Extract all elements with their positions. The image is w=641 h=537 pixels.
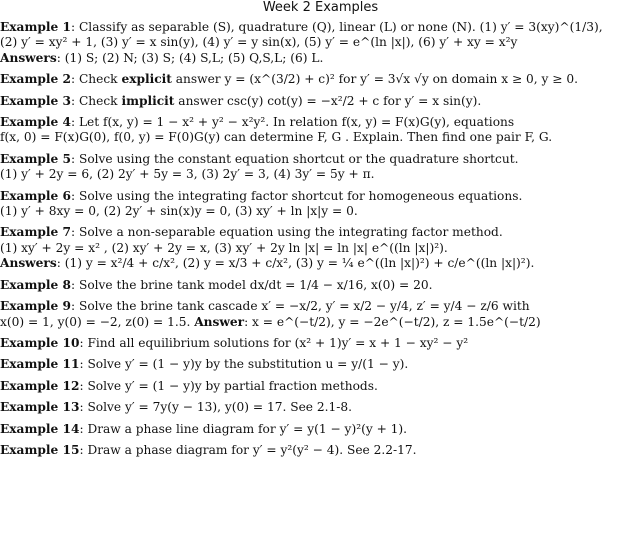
- example-2: [0, 72, 641, 87]
- example-14-line: [0, 422, 641, 437]
- example-1: [0, 20, 641, 66]
- example-2-line: [0, 72, 641, 87]
- example-15-line: [0, 443, 641, 458]
- example-1-line-1: [0, 20, 641, 35]
- example-11-text: : Solve y′ = (1 − y)y by the substitution u = y/(1 − y).: [79, 357, 409, 372]
- example-8-text: : Solve the brine tank model dx/dt = 1/4 − x/16, x(0) = 20.: [70, 277, 433, 292]
- example-13-text: : Solve y′ = 7y(y − 13), y(0) = 17. See 2.1-8.: [79, 400, 353, 415]
- example-4-label: Example 4: [0, 115, 71, 130]
- example-1-answer-line: [0, 51, 641, 66]
- example-1-line-2: (2) y′ = xy² + 1, (3) y′ = x sin(y), (4) y′ = y sin(x), (5) y′ = e^(ln |x|), (6) y′ + xy = x²y: [0, 35, 518, 50]
- example-8: [0, 278, 641, 293]
- example-12-label: Example 12: [0, 378, 80, 393]
- example-4: [0, 115, 641, 146]
- example-3: [0, 94, 641, 109]
- example-9-line-1: [0, 299, 641, 314]
- example-1-answer-label: Answers: [0, 50, 57, 65]
- example-4-line-2: f(x, 0) = F(x)G(0), f(0, y) = F(0)G(y) can determine F, G . Explain. Then find one pair F, G.: [0, 130, 553, 145]
- example-10-line: [0, 336, 641, 351]
- example-2-keyword: explicit: [121, 72, 172, 87]
- example-7: [0, 225, 641, 271]
- example-15-label: Example 15: [0, 442, 80, 457]
- example-9-answer-label: Answer: [194, 314, 245, 329]
- example-3-line: [0, 94, 641, 109]
- example-6: [0, 189, 641, 220]
- example-10-label: Example 10: [0, 335, 80, 350]
- example-11-label: Example 11: [0, 357, 80, 372]
- example-6-text-1: : Solve using the integrating factor shortcut for homogeneous equations.: [70, 188, 523, 203]
- example-7-text-1: : Solve a non-separable equation using the integrating factor method.: [70, 225, 503, 240]
- example-7-answer-line: [0, 256, 641, 271]
- example-6-label: Example 6: [0, 188, 71, 203]
- example-13: [0, 400, 641, 415]
- example-8-label: Example 8: [0, 277, 71, 292]
- example-1-answer: : (1) S; (2) N; (3) S; (4) S,L; (5) Q,S,L; (6) L.: [56, 50, 324, 65]
- example-1-label: Example 1: [0, 20, 71, 34]
- example-5-line-1: [0, 152, 641, 167]
- example-11-line: [0, 357, 641, 372]
- example-14-text: : Draw a phase line diagram for y′ = y(1 − y)²(y + 1).: [79, 421, 408, 436]
- example-7-answer-label: Answers: [0, 256, 57, 271]
- example-5: [0, 152, 641, 183]
- example-4-line-1: [0, 115, 641, 130]
- example-15: [0, 443, 641, 458]
- example-7-line-2: (1) xy′ + 2y = x² , (2) xy′ + 2y = x, (3) xy′ + 2y ln |x| = ln |x| e^((ln |x|)²).: [0, 240, 448, 255]
- example-12: [0, 379, 641, 394]
- example-11: [0, 357, 641, 372]
- example-10: [0, 336, 641, 351]
- examples-list: [0, 20, 641, 458]
- example-9-line-2: [0, 315, 641, 330]
- example-6-line-1: [0, 189, 641, 204]
- example-5-text-1: : Solve using the constant equation shortcut or the quadrature shortcut.: [70, 151, 519, 166]
- example-9-answer: : x = e^(−t/2), y = −2e^(−t/2), z = 1.5e^(−t/2): [244, 314, 541, 329]
- example-1-text-1: : Classify as separable (S), quadrature (Q), linear (L) or none (N). (1) y′ = 3(xy)^(1/3),: [70, 20, 603, 34]
- example-9-text-2: x(0) = 1, y(0) = −2, z(0) = 1.5.: [0, 314, 195, 329]
- example-5-label: Example 5: [0, 151, 71, 166]
- example-5-line-2: (1) y′ + 2y = 6, (2) 2y′ + 5y = 3, (3) 2y′ = 3, (4) 3y′ = 5y + π.: [0, 167, 375, 182]
- example-2-label: Example 2: [0, 72, 71, 87]
- example-9-label: Example 9: [0, 299, 71, 314]
- example-9-text-1: : Solve the brine tank cascade x′ = −x/2, y′ = x/2 − y/4, z′ = y/4 − z/6 with: [70, 299, 530, 314]
- example-7-line-1: [0, 225, 641, 240]
- example-12-text: : Solve y′ = (1 − y)y by partial fraction methods.: [79, 378, 378, 393]
- example-6-line-2: (1) y′ + 8xy = 0, (2) 2y′ + sin(x)y = 0, (3) xy′ + ln |x|y = 0.: [0, 204, 358, 219]
- example-7-label: Example 7: [0, 225, 71, 240]
- example-3-keyword: implicit: [121, 93, 175, 108]
- example-10-text: : Find all equilibrium solutions for (x² + 1)y′ = x + 1 − xy² − y²: [79, 335, 469, 350]
- example-3-post: answer csc(y) cot(y) = −x²/2 + c for y′ = x sin(y).: [174, 93, 482, 108]
- example-3-label: Example 3: [0, 93, 71, 108]
- example-15-text: : Draw a phase diagram for y′ = y²(y² − 4). See 2.2-17.: [79, 442, 417, 457]
- example-2-post: answer y = (x^(3/2) + c)² for y′ = 3√x √y on domain x ≥ 0, y ≥ 0.: [171, 72, 579, 87]
- example-3-pre: : Check: [70, 93, 122, 108]
- example-12-line: [0, 379, 641, 394]
- example-13-line: [0, 400, 641, 415]
- example-13-label: Example 13: [0, 400, 80, 415]
- example-4-text-1: : Let f(x, y) = 1 − x² + y² − x²y². In relation f(x, y) = F(x)G(y), equations: [70, 115, 515, 130]
- example-9: [0, 299, 641, 330]
- example-7-answer: : (1) y = x²/4 + c/x², (2) y = x/3 + c/x², (3) y = ¼ e^((ln |x|)²) + c/e^((ln |x|)²).: [56, 256, 535, 271]
- example-14: [0, 422, 641, 437]
- example-14-label: Example 14: [0, 421, 80, 436]
- example-8-line: [0, 278, 641, 293]
- page-title: Week 2 Examples: [262, 0, 379, 15]
- example-2-pre: : Check: [70, 72, 122, 87]
